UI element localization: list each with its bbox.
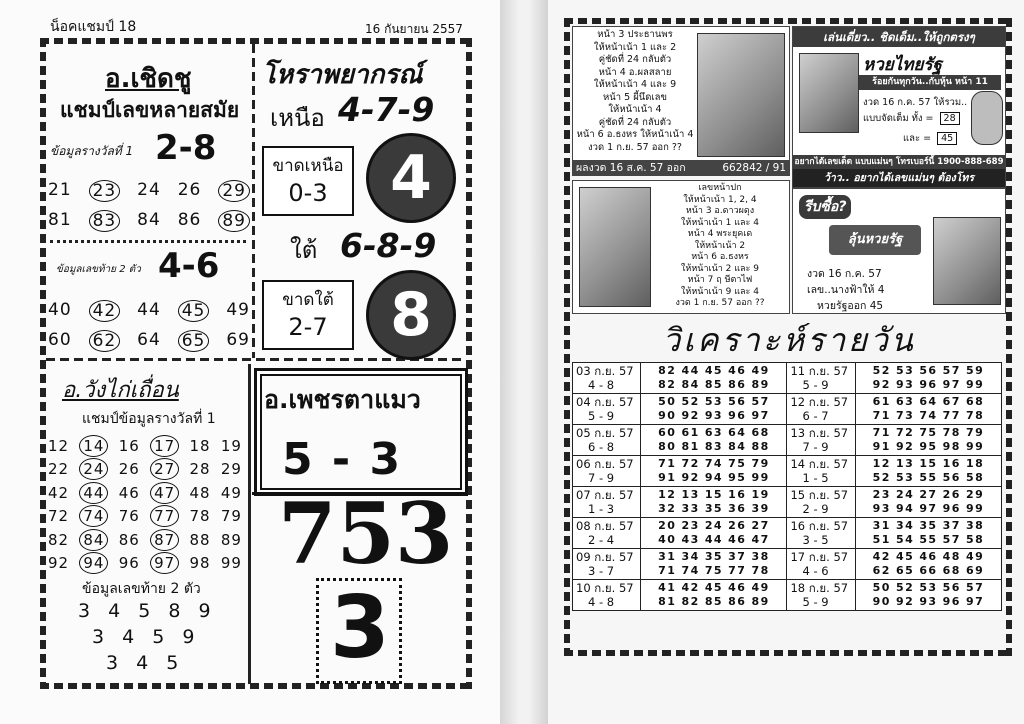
- circled-number: 94: [79, 552, 108, 574]
- right-border-right: [1006, 18, 1012, 656]
- wangkai-last-line-3: 3 4 5: [106, 652, 185, 674]
- analysis-date-cell-line-2: 5 - 9: [588, 409, 615, 423]
- circled-number: 83: [89, 210, 121, 232]
- analysis-date-cell-line-2: 2 - 4: [588, 533, 615, 547]
- number: 42: [48, 483, 70, 502]
- analysis-date-cell-line-1: 16 ก.ย. 57: [790, 519, 849, 533]
- analysis-date-cell-line-2: 6 - 8: [588, 440, 615, 454]
- number: 21: [48, 180, 72, 200]
- achet-number-row-3: [48, 300, 250, 322]
- analysis-date-cell: [787, 580, 855, 611]
- analysis-numbers-cell: [855, 549, 1001, 580]
- analysis-numbers-cell-line-1: 31 34 35 37 38: [872, 519, 985, 532]
- analysis-date-cell-line-2: 5 - 9: [802, 595, 829, 609]
- wangkai-number-row: [48, 458, 242, 482]
- analysis-numbers-cell-line-1: 52 53 56 57 59: [872, 364, 985, 377]
- ad4-cover-image: [933, 217, 1001, 305]
- ad3-set-label: แบบจัดเต็ม ทั้ง =: [863, 113, 934, 124]
- analysis-date-cell-line-1: 04 ก.ย. 57: [576, 395, 634, 409]
- ad3-set-row: [863, 111, 960, 126]
- analysis-date-cell: [573, 425, 641, 456]
- achet-number-row-1: [48, 180, 250, 202]
- analysis-date-cell: [787, 456, 855, 487]
- ad4-line2: เลข..นางฟ้าให้ 4: [807, 284, 885, 296]
- wangkai-last-line-1: 3 4 5 8 9: [78, 600, 217, 622]
- book-gutter: [500, 0, 548, 724]
- south-missing-label: ขาดใต้: [282, 290, 334, 310]
- ad-text-line: คู่ชัดที่ 24 กลับตัว: [598, 116, 672, 128]
- ad3-and-label: และ =: [903, 133, 932, 144]
- analysis-date-cell-line-1: 13 ก.ย. 57: [790, 426, 849, 440]
- ad1-result-label: ผลงวด 16 ส.ค. 57 ออก: [576, 162, 686, 174]
- phet-three-digit: 753: [278, 484, 454, 583]
- analysis-table: [572, 362, 1002, 611]
- analysis-numbers-cell: [641, 580, 787, 611]
- analysis-numbers-cell-line-1: 71 72 74 75 79: [658, 457, 770, 470]
- analysis-numbers-cell: [855, 394, 1001, 425]
- ad3-brand: หวยไทยรัฐ: [863, 55, 942, 75]
- ad-text-line: ให้หน้าเน้า 4: [608, 104, 662, 115]
- number: 16: [118, 436, 140, 455]
- circled-number: 23: [89, 180, 121, 202]
- analysis-date-cell-line-1: 05 ก.ย. 57: [576, 426, 634, 440]
- ad4-draw: งวด 16 ก.ค. 57: [807, 268, 882, 280]
- ad4-brand: ลุ้นหวยรัฐ: [829, 225, 921, 255]
- ad-text-line: หน้า 6 อ.ธงหร: [691, 252, 749, 262]
- analysis-numbers-cell-line-2: 91 92 94 95 99: [658, 471, 770, 484]
- analysis-numbers-cell-line-2: 71 73 74 77 78: [872, 409, 985, 422]
- right-border-bottom: [564, 650, 1012, 656]
- analysis-numbers-cell-line-2: 91 92 95 98 99: [872, 440, 985, 453]
- ad-text-line: คู่ชัดที่ 24 กลับตัว: [598, 54, 672, 65]
- analysis-numbers-cell: [855, 425, 1001, 456]
- analysis-numbers-cell-line-1: 50 52 53 56 57: [872, 581, 985, 594]
- analysis-date-cell-line-1: 17 ก.ย. 57: [790, 550, 849, 564]
- circled-number: 24: [79, 458, 108, 480]
- analysis-numbers-cell: [641, 549, 787, 580]
- analysis-numbers-cell-line-1: 23 24 27 26 29: [872, 488, 985, 501]
- circled-number: 17: [150, 435, 179, 457]
- phet-title: อ.เพชรตาแมว: [264, 385, 421, 414]
- phet-pair: 5 - 3: [282, 434, 403, 485]
- analysis-numbers-cell-line-1: 60 61 63 64 68: [658, 426, 770, 439]
- number: 49: [226, 300, 250, 320]
- ad3-slogan: ว้าว.. อยากได้เลขแม่นๆ ต้องโทร: [793, 169, 1005, 187]
- number: 40: [48, 300, 72, 320]
- analysis-date-cell: [787, 425, 855, 456]
- circled-number: 62: [89, 330, 121, 352]
- circled-number: 14: [79, 435, 108, 457]
- analysis-numbers-cell: [855, 518, 1001, 549]
- circled-number: 65: [178, 330, 210, 352]
- analysis-row: [573, 456, 1002, 487]
- number: 89: [220, 530, 242, 549]
- analysis-date-cell-line-1: 10 ก.ย. 57: [576, 581, 634, 595]
- analysis-date-cell: [573, 456, 641, 487]
- achet-prize1-label: ข้อมูลรางวัลที่ 1: [50, 144, 134, 158]
- ad2-cover-image: [579, 187, 651, 307]
- number: 60: [48, 330, 72, 350]
- analysis-date-cell-line-2: 7 - 9: [802, 440, 829, 454]
- circled-number: 29: [218, 180, 250, 202]
- analysis-date-cell-line-2: 4 - 6: [802, 564, 829, 578]
- ad3-mid-banner: ร้อยกันทุกวัน..กับหุ้น หน้า 11: [859, 75, 1001, 90]
- analysis-numbers-cell-line-2: 81 82 85 86 89: [658, 595, 770, 608]
- circled-number: 84: [79, 529, 108, 551]
- cartoon-mascot-icon: [971, 91, 1003, 145]
- analysis-date-cell-line-2: 4 - 8: [588, 378, 615, 392]
- ad-text-line: หน้า 7 ฤ ษีตาไฟ: [687, 275, 753, 285]
- analysis-date-cell-line-2: 5 - 9: [802, 378, 829, 392]
- analysis-date-cell-line-2: 1 - 5: [802, 471, 829, 485]
- circled-number: 77: [150, 505, 179, 527]
- number: 44: [137, 300, 161, 320]
- analysis-date-cell: [787, 518, 855, 549]
- analysis-date-cell-line-1: 07 ก.ย. 57: [576, 488, 634, 502]
- ad-text-line: เลขหน้าปก: [698, 183, 742, 193]
- ad-text-line: ให้หน้าเน้า 1, 2, 4: [683, 194, 757, 205]
- analysis-numbers-cell-line-1: 61 63 64 67 68: [872, 395, 985, 408]
- number: 29: [220, 460, 242, 479]
- number: 79: [220, 507, 242, 526]
- number: 22: [48, 460, 70, 479]
- south-missing-box: [262, 280, 354, 350]
- ad3-cover-image: [799, 53, 859, 133]
- north-value: 4-7-9: [338, 90, 435, 129]
- number: 99: [220, 554, 242, 573]
- circled-number: 47: [150, 482, 179, 504]
- south-missing-value: 2-7: [288, 313, 328, 341]
- analysis-numbers-cell: [641, 363, 787, 394]
- analysis-title: วิเคราะห์รายวัน: [662, 321, 916, 359]
- ad3-and-row: [903, 131, 957, 146]
- number: 72: [48, 507, 70, 526]
- ad-hotline: [792, 26, 1006, 188]
- analysis-row: [573, 518, 1002, 549]
- analysis-row: [573, 487, 1002, 518]
- wangkai-last-line-2: 3 4 5 9: [92, 626, 201, 648]
- analysis-numbers-cell: [641, 487, 787, 518]
- analysis-row: [573, 394, 1002, 425]
- analysis-row: [573, 363, 1002, 394]
- analysis-date-cell-line-2: 3 - 7: [588, 564, 615, 578]
- analysis-numbers-cell-line-2: 40 43 44 46 47: [658, 533, 770, 546]
- ad3-set-value: 28: [940, 112, 960, 125]
- achet-last2-label: ข้อมูลเลขท้าย 2 ตัว: [56, 264, 141, 275]
- ad-text-line: ให้หน้าเน้า 1 และ 4: [681, 217, 759, 228]
- circled-number: 87: [150, 529, 179, 551]
- analysis-numbers-cell-line-1: 71 72 75 78 79: [872, 426, 985, 439]
- analysis-numbers-cell-line-2: 90 92 93 96 97: [872, 595, 985, 608]
- ad-text-line: ให้หน้าเน้า 9 และ 4: [681, 286, 759, 297]
- ad3-top-banner: เล่นเดี่ยว.. ชิดเด็ม..ให้ถูกตรงๆ: [793, 27, 1005, 47]
- number: 46: [118, 483, 140, 502]
- south-label: ใต้: [290, 236, 318, 264]
- number: 28: [189, 460, 211, 479]
- number: 19: [220, 436, 242, 455]
- north-ball: 4: [366, 133, 456, 223]
- analysis-date-cell-line-2: 3 - 5: [802, 533, 829, 547]
- number: 98: [189, 554, 211, 573]
- analysis-numbers-cell: [641, 425, 787, 456]
- analysis-date-cell-line-1: 11 ก.ย. 57: [790, 364, 849, 378]
- analysis-numbers-cell-line-1: 20 23 24 26 27: [658, 519, 770, 532]
- divider-vertical-bottom: [248, 364, 251, 684]
- ad-magazine-2: [572, 180, 790, 314]
- achet-last2-value: 4-6: [158, 246, 220, 286]
- analysis-numbers-cell: [855, 580, 1001, 611]
- analysis-numbers-cell-line-2: 90 92 93 96 97: [658, 409, 770, 422]
- ad-text-line: ให้หน้าเน้า 2 และ 9: [681, 263, 759, 274]
- analysis-numbers-cell-line-1: 12 13 15 16 18: [872, 457, 985, 470]
- wangkai-number-row: [48, 528, 242, 552]
- divider-vertical-top: [252, 44, 255, 358]
- ad1-result-bar: [572, 160, 790, 176]
- analysis-numbers-cell-line-2: 82 84 85 86 89: [658, 378, 770, 391]
- analysis-date-cell: [573, 518, 641, 549]
- analysis-numbers-cell-line-2: 32 33 35 36 39: [658, 502, 770, 515]
- analysis-date-cell-line-2: 7 - 9: [588, 471, 615, 485]
- analysis-row: [573, 425, 1002, 456]
- analysis-numbers-cell: [855, 363, 1001, 394]
- number: 24: [137, 180, 161, 200]
- north-missing-label: ขาดเหนือ: [272, 156, 344, 176]
- ad-text-line: หน้า 4 พระยุคเด: [687, 229, 753, 239]
- analysis-date-cell: [787, 549, 855, 580]
- horoscope-title: โหราพยากรณ์: [262, 60, 423, 90]
- circled-number: 27: [150, 458, 179, 480]
- ad-magazine-1: [572, 26, 790, 162]
- wangkai-number-row: [48, 505, 242, 529]
- right-page: [548, 0, 1024, 724]
- number: 26: [177, 180, 202, 200]
- ad-text-line: ให้หน้าเน้า 4 และ 9: [593, 79, 677, 90]
- border-left: [40, 38, 46, 689]
- number: 18: [189, 436, 211, 455]
- wangkai-subtitle: แชมป์ข้อมูลรางวัลที่ 1: [82, 411, 216, 427]
- circled-number: 97: [150, 552, 179, 574]
- analysis-date-cell: [573, 580, 641, 611]
- wangkai-number-row: [48, 552, 242, 576]
- ad-text-line: ให้หน้าเน้า 2: [694, 240, 746, 251]
- circled-number: 45: [178, 300, 210, 322]
- analysis-numbers-cell-line-1: 31 34 35 37 38: [658, 550, 770, 563]
- circled-number: 74: [79, 505, 108, 527]
- number: 64: [137, 330, 161, 350]
- ad3-phone: อยากได้เลขเด็ด แบบแม่นๆ โทรเบอร์นี้ 1900-888-689: [794, 157, 1004, 167]
- analysis-date-cell-line-1: 09 ก.ย. 57: [576, 550, 634, 564]
- number: 69: [226, 330, 250, 350]
- analysis-date-cell: [573, 394, 641, 425]
- circled-number: 89: [218, 210, 250, 232]
- analysis-date-cell: [787, 487, 855, 518]
- analysis-date-cell-line-1: 03 ก.ย. 57: [576, 364, 634, 378]
- analysis-numbers-cell: [641, 456, 787, 487]
- ad-text-line: หน้า 4 อ.ผลสลาย: [598, 66, 672, 78]
- ad-text-line: ให้หน้าเน้า 1 และ 2: [593, 41, 677, 53]
- analysis-numbers-cell: [641, 518, 787, 549]
- analysis-date-cell: [787, 363, 855, 394]
- analysis-numbers-cell-line-1: 42 45 46 48 49: [872, 550, 985, 563]
- circled-number: 44: [79, 482, 108, 504]
- analysis-row: [573, 580, 1002, 611]
- wangkai-number-grid: [48, 434, 242, 575]
- number: 82: [48, 530, 70, 549]
- achet-prize1-value: 2-8: [155, 128, 217, 168]
- achet-subtitle: แชมป์เลขหลายสมัย: [60, 98, 240, 122]
- achet-dotted-separator: [50, 240, 246, 243]
- analysis-date-cell: [573, 363, 641, 394]
- south-value: 6-8-9: [340, 226, 437, 265]
- achet-title: อ.เชิดชู: [105, 64, 192, 94]
- ad3-and-value: 45: [937, 132, 957, 145]
- analysis-date-cell-line-1: 18 ก.ย. 57: [790, 581, 849, 595]
- ad-lotto-rat: [792, 188, 1006, 314]
- ad1-result-value: 662842 / 91: [722, 162, 786, 174]
- achet-number-row-4: [48, 330, 250, 352]
- left-page: [0, 0, 500, 724]
- analysis-numbers-cell-line-2: 62 65 66 68 69: [872, 564, 985, 577]
- ad-text-line: หน้า 5 ผี้นึดเลข: [603, 91, 667, 103]
- number: 88: [189, 530, 211, 549]
- ad-text-line: หน้า 3 ประธานพร: [597, 29, 673, 40]
- wangkai-last2-label: ข้อมูลเลขท้าย 2 ตัว: [82, 581, 201, 597]
- analysis-date-cell-line-1: 08 ก.ย. 57: [576, 519, 634, 533]
- analysis-date-cell-line-2: 2 - 9: [802, 502, 829, 516]
- analysis-numbers-cell-line-2: 52 53 55 56 58: [872, 471, 985, 484]
- number: 76: [118, 507, 140, 526]
- analysis-numbers-cell-line-2: 80 81 83 84 88: [658, 440, 770, 453]
- analysis-row: [573, 549, 1002, 580]
- analysis-numbers-cell-line-2: 93 94 97 96 99: [872, 502, 985, 515]
- number: 92: [48, 554, 70, 573]
- analysis-date-cell-line-1: 06 ก.ย. 57: [576, 457, 634, 471]
- achet-number-row-2: [48, 210, 250, 232]
- analysis-date-cell-line-1: 12 ก.ย. 57: [790, 395, 849, 409]
- analysis-date-cell-line-2: 6 - 7: [802, 409, 829, 423]
- ad3-draw: งวด 16 ก.ค. 57 ให้รวม..: [863, 97, 968, 108]
- analysis-numbers-cell-line-1: 12 13 15 16 19: [658, 488, 770, 501]
- south-ball: 8: [366, 270, 456, 360]
- number: 81: [48, 210, 72, 230]
- ad-text-line: งวด 1 ก.ย. 57 ออก ??: [588, 141, 682, 153]
- analysis-date-cell-line-2: 4 - 8: [588, 595, 615, 609]
- analysis-numbers-cell-line-2: 92 93 96 97 99: [872, 378, 985, 391]
- analysis-numbers-cell: [855, 456, 1001, 487]
- issue-date: 16 กันยายน 2557: [365, 22, 463, 36]
- magazine-brand: น็อคแชมป์ 18: [50, 19, 137, 35]
- wangkai-title: อ.วังไก่เถื่อน: [62, 378, 179, 403]
- wangkai-number-row: [48, 481, 242, 505]
- right-border-left: [564, 18, 570, 656]
- number: 86: [177, 210, 202, 230]
- number: 84: [137, 210, 161, 230]
- ad1-text-lines: [575, 29, 695, 154]
- analysis-numbers-cell-line-1: 41 42 45 46 49: [658, 581, 770, 594]
- ad-text-line: หน้า 6 อ.ธงหร ให้หน้าเน้า 4: [576, 129, 694, 140]
- analysis-numbers-cell-line-1: 82 44 45 46 49: [658, 364, 770, 377]
- number: 12: [48, 436, 70, 455]
- analysis-date-cell: [573, 487, 641, 518]
- number: 86: [118, 530, 140, 549]
- analysis-numbers-cell-line-1: 50 52 53 56 57: [658, 395, 770, 408]
- analysis-numbers-cell: [855, 487, 1001, 518]
- number: 49: [220, 483, 242, 502]
- phet-single-digit: 3: [330, 578, 390, 678]
- ad-text-line: งวด 1 ก.ย. 57 ออก ??: [675, 298, 765, 308]
- number: 96: [118, 554, 140, 573]
- border-bottom: [40, 683, 472, 689]
- ad4-line3: หวยรัฐออก 45: [817, 300, 884, 312]
- ad-text-line: หน้า 3 อ.ดาวผดุง: [685, 206, 755, 216]
- number: 48: [189, 483, 211, 502]
- number: 78: [189, 507, 211, 526]
- north-missing-box: [262, 146, 354, 216]
- analysis-date-cell-line-1: 15 ก.ย. 57: [790, 488, 849, 502]
- north-missing-value: 0-3: [288, 179, 328, 207]
- analysis-numbers-cell-line-2: 51 54 55 57 58: [872, 533, 985, 546]
- ad2-text-lines: [653, 183, 787, 310]
- analysis-date-cell: [787, 394, 855, 425]
- analysis-date-cell: [573, 549, 641, 580]
- border-top: [40, 38, 472, 44]
- wangkai-number-row: [48, 434, 242, 458]
- border-right: [466, 38, 472, 689]
- analysis-date-cell-line-2: 1 - 3: [588, 502, 615, 516]
- ad4-question: รีบซื้อ?: [799, 195, 851, 219]
- analysis-numbers-cell-line-2: 71 74 75 77 78: [658, 564, 770, 577]
- circled-number: 42: [89, 300, 121, 322]
- number: 26: [118, 460, 140, 479]
- north-label: เหนือ: [270, 104, 325, 132]
- right-border-top: [564, 18, 1012, 24]
- analysis-numbers-cell: [641, 394, 787, 425]
- ad1-cover-image: [697, 33, 785, 157]
- analysis-date-cell-line-1: 14 ก.ย. 57: [790, 457, 849, 471]
